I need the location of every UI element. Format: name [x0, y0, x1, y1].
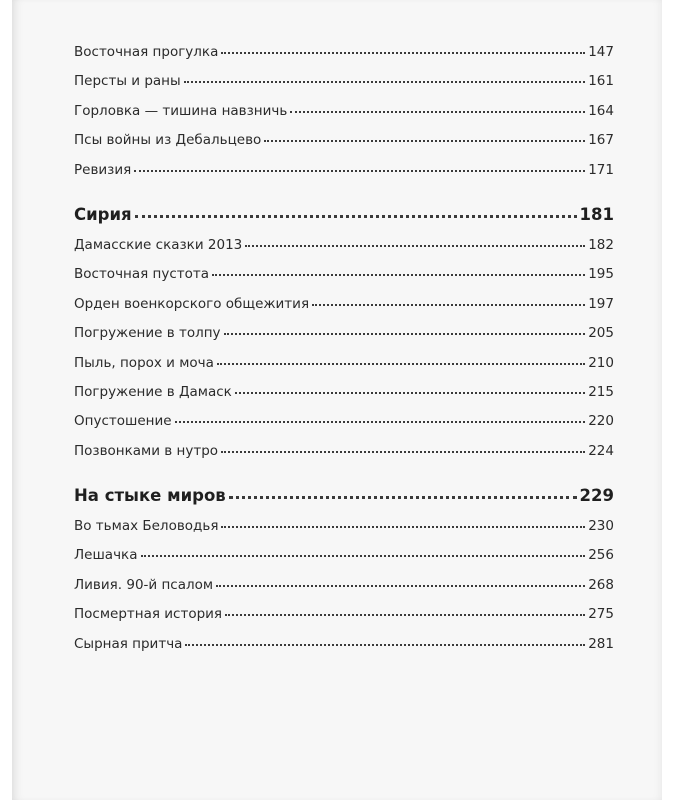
section-title: На стыке миров — [74, 486, 226, 506]
dot-leader — [217, 363, 585, 365]
toc-entry-page: 164 — [588, 102, 614, 119]
toc-entry-page: 205 — [588, 325, 614, 342]
dot-leader — [212, 274, 585, 276]
toc-entry-title: Пыль, порох и моча — [74, 354, 214, 371]
toc-entry-title: Лешачка — [74, 547, 138, 564]
toc-entry-page: 147 — [588, 44, 614, 60]
toc-entry-title: Сырная притча — [74, 635, 183, 652]
toc-entry-page: 230 — [588, 518, 614, 535]
dot-leader — [221, 526, 585, 528]
section-page: 181 — [579, 204, 614, 224]
toc-entry-title: Восточная пустота — [74, 266, 210, 283]
toc-entry-title: Орден военкорского общежития — [74, 295, 310, 312]
toc-entry-page: 215 — [588, 383, 614, 400]
toc-entry-page: 197 — [588, 295, 614, 312]
dot-leader — [235, 392, 585, 394]
toc-entry — [74, 606, 614, 635]
toc-entry — [74, 73, 614, 102]
toc-entry — [74, 103, 614, 132]
dot-leader — [135, 215, 577, 218]
toc-entry — [74, 266, 614, 295]
dot-leader — [184, 81, 586, 83]
toc-entry-page: 182 — [588, 236, 614, 253]
dot-leader — [221, 451, 585, 453]
toc-entry — [74, 577, 614, 606]
dot-leader — [185, 644, 585, 646]
toc-entry — [74, 237, 614, 266]
toc-entry — [74, 518, 614, 547]
dot-leader — [134, 170, 585, 172]
toc-entry-page: 256 — [588, 547, 614, 564]
toc-entry-page: 275 — [588, 606, 614, 623]
toc-entry-page: 224 — [588, 442, 614, 459]
toc-entry-title: Погружение в толпу — [74, 325, 221, 342]
toc-entry-title: Позвонками в нутро — [74, 442, 219, 459]
dot-leader — [245, 245, 585, 247]
toc-entry — [74, 384, 614, 413]
dot-leader — [216, 585, 585, 587]
toc-entry-page: 167 — [588, 132, 614, 149]
toc-entry-page: 268 — [588, 576, 614, 593]
toc-entry-title: Персты и раны — [74, 73, 181, 90]
toc-entry-title: Погружение в Дамаск — [74, 383, 232, 400]
dot-leader — [229, 496, 577, 499]
dot-leader — [225, 614, 585, 616]
toc-entry — [74, 413, 614, 442]
toc-entry-title: Восточная прогулка — [74, 44, 219, 60]
dot-leader — [264, 140, 585, 142]
table-of-contents — [74, 44, 614, 665]
dot-leader — [141, 555, 586, 557]
toc-entry-page: 171 — [588, 161, 614, 178]
toc-entry — [74, 636, 614, 665]
toc-entry — [74, 443, 614, 472]
toc-entry-page: 281 — [588, 635, 614, 652]
section-page: 229 — [579, 486, 614, 506]
dot-leader — [290, 111, 585, 113]
toc-entry — [74, 296, 614, 325]
toc-entry-title: Ливия. 90-й псалом — [74, 576, 214, 593]
dot-leader — [175, 421, 586, 423]
toc-section-heading — [74, 205, 614, 237]
toc-entry-page: 161 — [588, 73, 614, 90]
toc-entry — [74, 132, 614, 161]
dot-leader — [224, 333, 586, 335]
toc-entry-title: Во тьмах Беловодья — [74, 518, 219, 535]
toc-entry-title: Дамасские сказки 2013 — [74, 236, 243, 253]
dot-leader — [312, 304, 585, 306]
toc-entry-page: 220 — [588, 413, 614, 430]
toc-entry-title: Опустошение — [74, 413, 172, 430]
toc-entry-title: Ревизия — [74, 161, 132, 178]
toc-entry — [74, 547, 614, 576]
toc-entry — [74, 325, 614, 354]
dot-leader — [221, 52, 585, 54]
toc-entry-title: Посмертная история — [74, 606, 223, 623]
toc-entry-page: 210 — [588, 354, 614, 371]
toc-entry — [74, 44, 614, 73]
toc-entry — [74, 355, 614, 384]
toc-entry-page: 195 — [588, 266, 614, 283]
toc-entry-title: Горловка — тишина навзничь — [74, 102, 288, 119]
toc-entry-title: Псы войны из Дебальцево — [74, 132, 262, 149]
toc-entry — [74, 162, 614, 191]
toc-section-heading — [74, 486, 614, 518]
section-title: Сирия — [74, 204, 132, 224]
